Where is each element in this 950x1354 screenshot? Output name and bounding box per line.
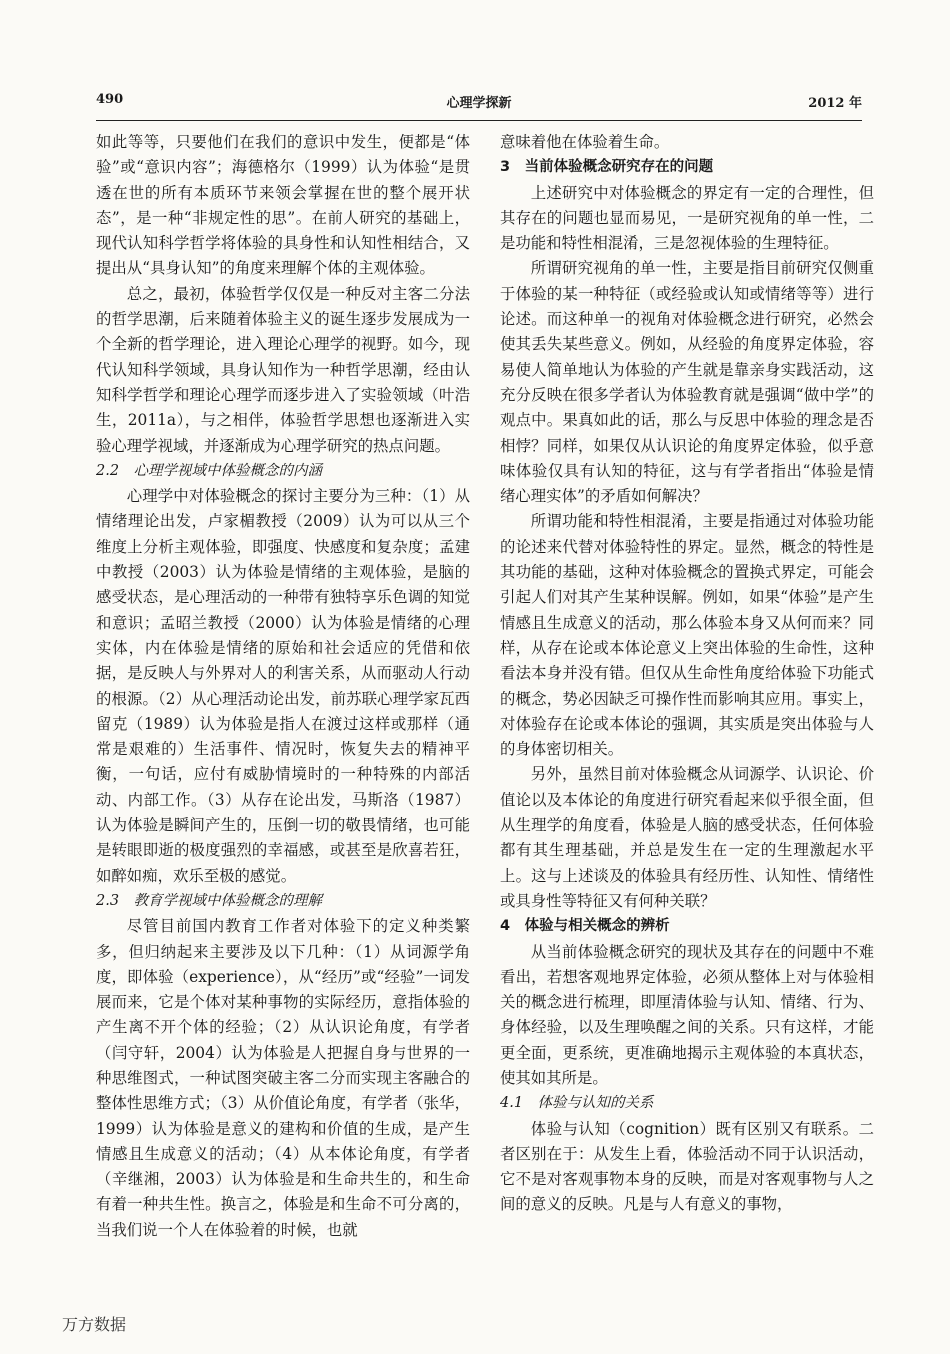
- section-heading-4: 4 体验与相关概念的辨析: [500, 918, 670, 935]
- paragraph: 总之，最初，体验哲学仅仅是一种反对主客二分法的哲学思潮，后来随着体验主义的诞生逐步发展成为一个全新的哲学理论，进入理论心理学的视野。如今，现代认知科学领域，具身认知作为一种哲学思潮，经由认知科学哲学和理论心理学而逐步进入了实验领域（叶浩生，2011a），与之相伴，体验哲学思想也逐渐进入实验心理学视域，并逐渐成为心理学研究的热点问题。: [96, 284, 470, 455]
- paragraph: 如此等等，只要他们在我们的意识中发生，便都是“体验”或“意识内容”；海德格尔（1999）认为体验“是贯透在世的所有本质环节来领会掌握在世的整个展开状态”，是一种“非规定性的思”。在前人研究的基础上，现代认知科学哲学将体验的具身性和认知性相结合，又提出从“具身认知”的角度来理解个体的主观体验。: [96, 133, 470, 278]
- left-column: [96, 130, 470, 1243]
- header-rule: [96, 120, 862, 121]
- paragraph: 体验与认知（cognition）既有区别又有联系。二者区别在于：从发生上看，体验活动不同于认识活动，它不是对客观事物本身的反映，而是对客观事物与人之间的意义的反映。凡是与人有意义的事物，: [500, 1119, 874, 1214]
- section-heading-2-3: 2.3 教育学视域中体验概念的理解: [96, 892, 323, 909]
- paragraph: 心理学中对体验概念的探讨主要分为三种：（1）从情绪理论出发，卢家楣教授（2009）认为可以从三个维度上分析主观体验，即强度、快感度和复杂度；孟建中教授（2003）认为体验是情绪的主观体验，是脑的感受状态，是心理活动的一种带有独特享乐色调的知觉和意识；孟昭兰教授（2000）认为体验是情绪的心理实体，内在体验是情绪的原始和社会适应的凭借和依据，是反映人与外界对人的利害关系，从而驱动人行动的根源。（2）从心理活动论出发，前苏联心理学家瓦西留克（1989）认为体验是指人在渡过这样或那样（通常是艰难的）生活事件、情况时，恢复失去的精神平衡，一句话，应付有威胁情境时的一种特殊的内部活动、内部工作。（3）从存在论出发，马斯洛（1987）认为体验是瞬间产生的，压倒一切的敬畏情绪，也可能是转眼即逝的极度强烈的幸福感，或甚至是欣喜若狂，如醉如痴，欢乐至极的感觉。: [96, 487, 470, 885]
- paragraph: 尽管目前国内教育工作者对体验下的定义种类繁多，但归纳起来主要涉及以下几种：（1）从词源学角度，即体验（experience），从“经历”或“经验”一词发展而来，它是个体对某种事物的实际经历，意指体验的产生离不开个体的经验；（2）从认识论角度，有学者（闫守轩，2004）认为体验是人把握自身与世界的一种思维图式，一种试图突破主客二分而实现主客融合的整体性思维方式；（3）从价值论角度，有学者（张华，1999）认为体验是意义的建构和价值的生成，是产生情感且生成意义的活动；（4）从本体论角度，有学者（辛继湘，2003）认为体验是和生命共生的，和生命有着一种共生性。换言之，体验是和生命不可分离的，当我们说一个人在体验着的时候，也就: [96, 917, 470, 1239]
- footer-watermark: 万方数据: [62, 1315, 127, 1334]
- right-column: [500, 130, 874, 1218]
- section-heading-4-1: 4.1 体验与认知的关系: [500, 1095, 654, 1112]
- section-heading-3: 3 当前体验概念研究存在的问题: [500, 159, 714, 176]
- journal-title: 心理学探新: [446, 96, 512, 111]
- paragraph: 所谓研究视角的单一性，主要是指目前研究仅侧重于体验的某一种特征（或经验或认知或情绪等等）进行论述。而这种单一的视角对体验概念进行研究，必然会使其丢失某些意义。例如，从经验的角度界定体验，容易使人简单地认为体验的产生就是靠亲身实践活动，这充分反映在很多学者认为体验教育就是强调“做中学”的观点中。果真如此的话，那么与反思中体验的理念是否相悖？同样，如果仅从认识论的角度界定体验，似乎意味体验仅具有认知的特征，这与有学者指出“体验是情绪心理实体”的矛盾如何解决？: [500, 259, 874, 506]
- page-number: 490: [96, 92, 124, 107]
- paragraph: 从当前体验概念研究的现状及其存在的问题中不难看出，若想客观地界定体验，必须从整体上对与体验相关的概念进行梳理，即厘清体验与认知、情绪、行为、身体经验，以及生理唤醒之间的关系。只有这样，才能更全面，更系统，更准确地揭示主观体验的本真状态，使其如其所是。: [500, 942, 874, 1087]
- publication-year: 2012 年: [808, 96, 862, 111]
- page-header: [96, 92, 862, 116]
- paragraph: 所谓功能和特性相混淆，主要是指通过对体验功能的论述来代替对体验特性的界定。显然，概念的特性是其功能的基础，这种对体验概念的置换式界定，可能会引起人们对其产生某种误解。例如，如果“体验”是产生情感且生成意义的活动，那么体验本身又从何而来？同样，从存在论或本体论意义上突出体验的生命性，这种看法本身并没有错。但仅从生命性角度给体验下功能式的概念，势必因缺乏可操作性而影响其应用。事实上，对体验存在论或本体论的强调，其实质是突出体验与人的身体密切相关。: [500, 512, 874, 759]
- paragraph: 上述研究中对体验概念的界定有一定的合理性，但其存在的问题也显而易见，一是研究视角的单一性，二是功能和特性相混淆，三是忽视体验的生理特征。: [500, 183, 874, 253]
- section-heading-2-2: 2.2 心理学视域中体验概念的内涵: [96, 462, 323, 479]
- paragraph: 另外，虽然目前对体验概念从词源学、认识论、价值论以及本体论的角度进行研究看起来似乎很全面，但从生理学的角度看，体验是人脑的感受状态，任何体验都有其生理基础，并总是发生在一定的生理激起水平上。这与上述谈及的体验具有经历性、认知性、情绪性或具身性等特征又有何种关联？: [500, 765, 874, 910]
- paragraph: 意味着他在体验着生命。: [500, 133, 670, 151]
